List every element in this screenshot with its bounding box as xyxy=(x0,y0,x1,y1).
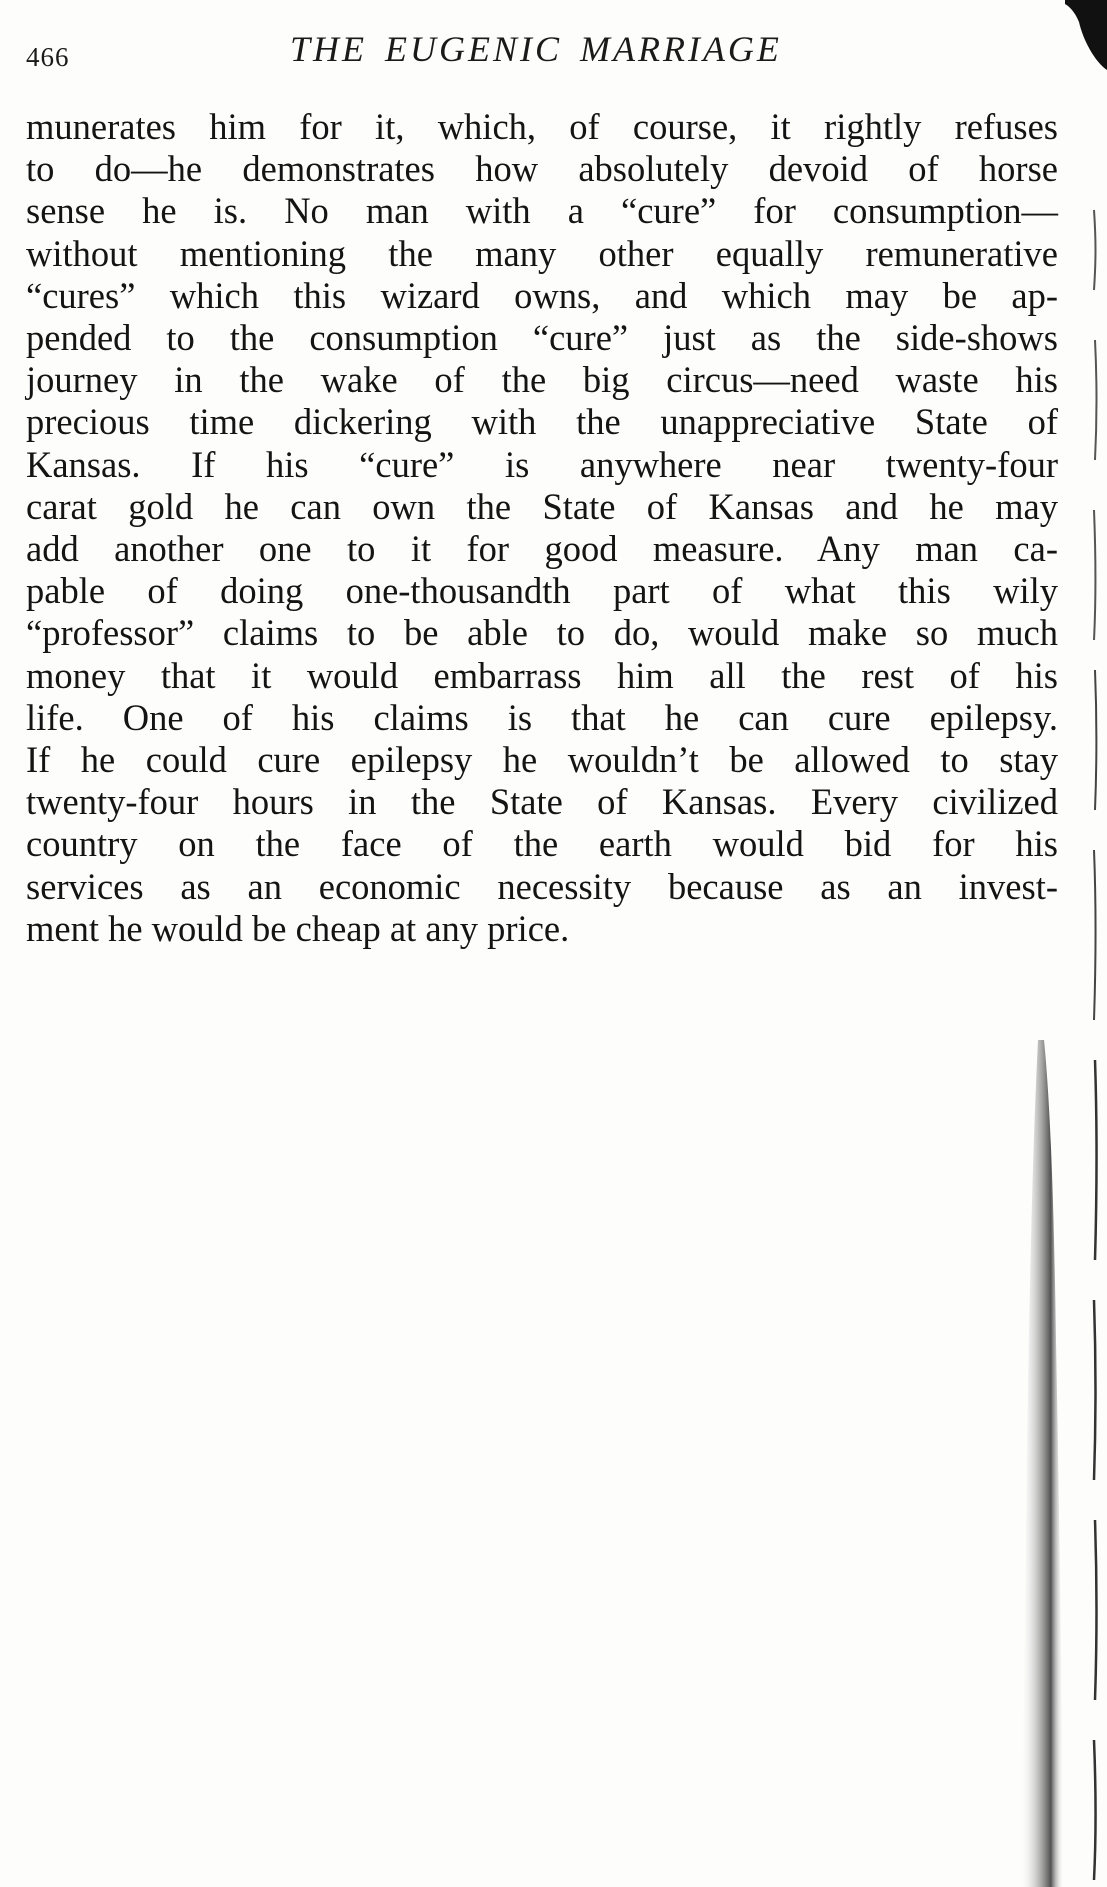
text-line: to do—he demonstrates how absolutely devoid of horse xyxy=(26,148,1058,190)
text-line: munerates him for it, which, of course, it rightly refuses xyxy=(26,106,1058,147)
text-line: twenty-four hours in the State of Kansas. Every civilized xyxy=(26,781,1058,823)
text-line: ment he would be cheap at any price. xyxy=(26,907,570,949)
page-header xyxy=(26,28,1026,78)
body-paragraph xyxy=(26,106,1058,950)
text-line: pended to the consumption “cure” just as the side-shows xyxy=(26,317,1058,359)
text-line: country on the face of the earth would bid for his xyxy=(26,823,1058,865)
scan-edge-streak xyxy=(1008,1040,1068,1887)
text-line: services as an economic necessity because as an invest- xyxy=(26,865,1058,907)
text-line: pable of doing one-thousandth part of what this wily xyxy=(26,570,1058,612)
text-line: precious time dickering with the unappreciative State of xyxy=(26,401,1058,443)
text-line: money that it would embarrass him all the rest of his xyxy=(26,654,1058,696)
text-line: Kansas. If his “cure” is anywhere near twenty-four xyxy=(26,443,1058,485)
text-line: “cures” which this wizard owns, and which may be ap- xyxy=(26,274,1058,316)
text-line: without mentioning the many other equally remunerative xyxy=(26,232,1058,274)
text-line: add another one to it for good measure. Any man ca- xyxy=(26,528,1058,570)
text-line: “professor” claims to be able to do, would make so much xyxy=(26,612,1058,654)
running-title: THE EUGENIC MARRIAGE xyxy=(290,29,782,69)
text-line: journey in the wake of the big circus—need waste his xyxy=(26,359,1058,401)
scan-edge-blot xyxy=(1065,0,1107,70)
page-number: 466 xyxy=(26,42,70,72)
text-line: life. One of his claims is that he can cure epilepsy. xyxy=(26,696,1058,738)
text-line: carat gold he can own the State of Kansas and he may xyxy=(26,485,1058,527)
text-line: sense he is. No man with a “cure” for consumption— xyxy=(26,190,1058,232)
scan-gutter-marks xyxy=(1088,200,1102,1887)
text-line: If he could cure epilepsy he wouldn’t be allowed to stay xyxy=(26,739,1058,781)
